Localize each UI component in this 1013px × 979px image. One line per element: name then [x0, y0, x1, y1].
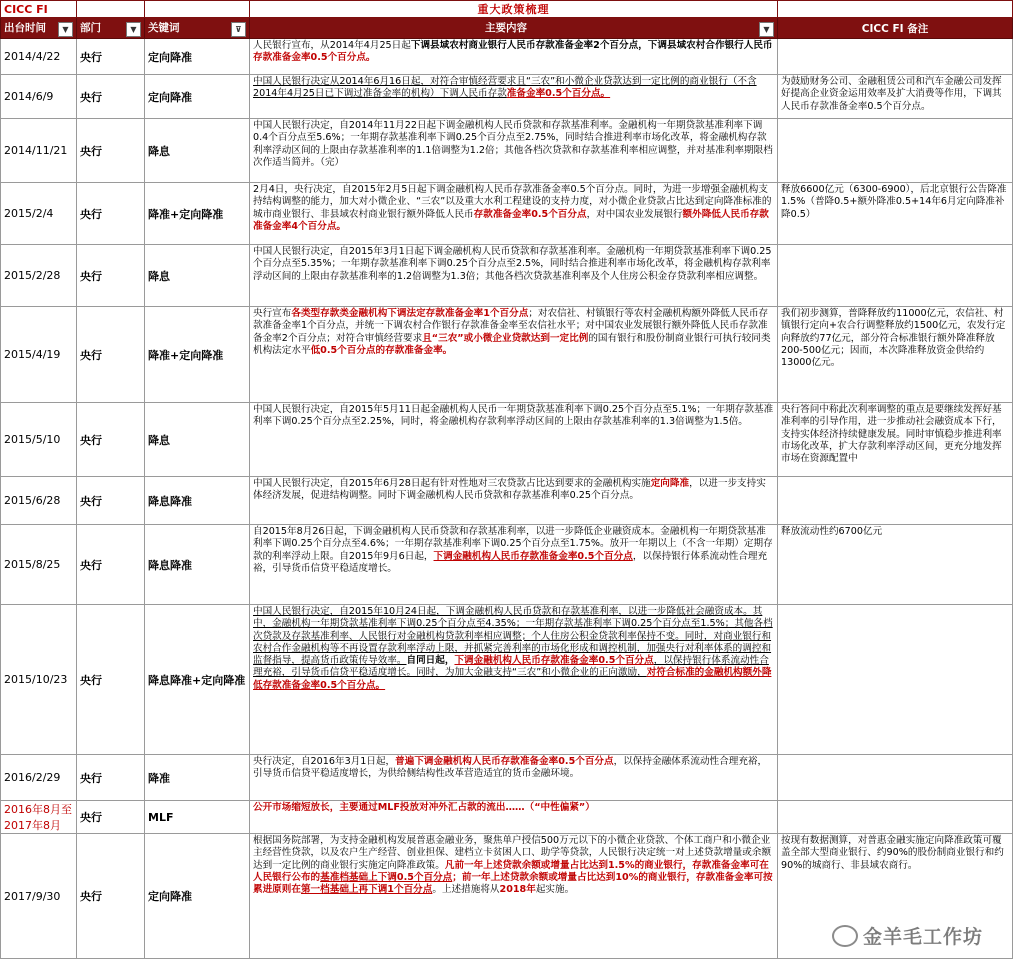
row-main-content	[250, 245, 778, 307]
content-segment: 央行宣布	[253, 308, 292, 319]
row-note	[778, 75, 1013, 119]
row-note	[778, 39, 1013, 75]
content-segment: 定向降准	[650, 478, 690, 489]
content-segment: 央行决定，自2016年3月1日起，	[253, 756, 396, 767]
row-keyword: 降准+定向降准	[145, 307, 250, 403]
header-main[interactable]: 主要内容 ▼	[250, 18, 778, 39]
filter-dropdown-icon[interactable]: ▼	[126, 22, 141, 37]
row-main-content	[250, 801, 778, 834]
content-segment: ，以保持银行体系流动性合理充裕，引导货币信贷平稳适度增长。同时，为加大金融支持“三农”和小微企业的正向激励，	[253, 655, 769, 679]
row-dept: 央行	[77, 525, 145, 605]
table-row	[1, 801, 1013, 834]
row-dept: 央行	[77, 834, 145, 959]
content-segment: 中国人民银行决定，自2015年5月11日起金融机构人民币一年期贷款基准利率下调0.25个百分点至5.1%；一年期存款基准利率下调0.25个百分点至2.25%，同时，将金融机构存款利率浮动区间的上限由存款基准利率的1.3倍调整为1.5倍。	[253, 404, 774, 428]
content-segment: 中国人民银行决定，自2015年10月24日起，下调金融机构人民币贷款和存款基准利率，以进一步降低社会融资成本。其中，金融机构一年期贷款基准利率下调0.25个百分点至4.35%；一年期存款基准利率下调0.25个百分点至1.5%；其他各档次贷款及存款基准利率、人民银行对金融机构贷款利率相应调整；个人住房公积金贷款利率保持不变。同时，对商业银行和农村合作金融机构等不再设置存款利率浮动上限，并抓紧完善利率的市场化形成和调控机制，加强央行对利率体系的调控和监督指导，提高货币政策传导效率。	[253, 606, 773, 667]
content-segment: 各类型存款类金融机构下调法定存款准备金率1个百分点	[291, 308, 529, 319]
content-segment: 起实施。	[535, 884, 575, 896]
brand-label: CICC FI	[1, 1, 77, 18]
row-dept: 央行	[77, 605, 145, 755]
content-segment: 低0.5个百分点的存款准备金率。	[310, 344, 453, 356]
content-segment: 中国人民银行决定从2014年6月16日起，对符合审慎经营要求且“三农”和小微企业贷款达到一定比例的商业银行（不含2014年4月25日已下调过准备金率的机构）下调人民币存款	[253, 76, 757, 100]
content-segment: ，以保持金融体系流动性合理充裕，引导货币信贷平稳适度增长，为供给侧结构性改革营造适宜的货币金融环境。	[253, 756, 768, 780]
row-date: 2014/4/22	[1, 39, 77, 75]
row-note	[778, 183, 1013, 245]
content-segment: 2018年	[499, 884, 536, 896]
row-date: 2016/2/29	[1, 755, 77, 801]
row-date: 2015/4/19	[1, 307, 77, 403]
content-segment: 中国人民银行决定，自2014年11月22日起下调金融机构人民币贷款和存款基准利率。金融机构一年期贷款基准利率下调0.4个百分点至5.6%；一年期存款基准利率下调0.25个百分点至2.75%，同时结合推进利率市场化改革，将金融机构存款利率浮动区间的上限由存款基准利率的1.1倍调整为1.2倍；其他各档次贷款和存款基准利率相应调整，并对基准利率期限档次作适当简并。（完）	[253, 120, 773, 168]
content-segment: 自2015年9月6日起，	[339, 550, 434, 562]
content-segment: 下调金融机构人民币存款准备金率0.5个百分点	[433, 550, 633, 562]
row-date: 2017/9/30	[1, 834, 77, 959]
row-dept: 央行	[77, 119, 145, 183]
content-segment: 2月4日，央行决定，自2015年2月5日起下调金融机构人民币存款准备金率0.5个百分点。同时，为进一步增强金融机构支持结构调整的能力，加大对小微企业、“三农”以及重大水利工程建设的支持力度，对小微企业贷款占比达到定向降准标准的城市商业银行、非县域农村商业银行额外降低人民币	[253, 184, 772, 220]
row-date: 2015/2/28	[1, 245, 77, 307]
row-dept: 央行	[77, 403, 145, 477]
row-keyword: MLF	[145, 801, 250, 834]
row-main-content	[250, 477, 778, 525]
row-date: 2015/10/23	[1, 605, 77, 755]
row-note	[778, 801, 1013, 834]
header-date[interactable]: 出台时间 ▼	[1, 18, 77, 39]
content-segment: 的国有银行和股份制商业银行可执行较同类机构法定水平	[253, 332, 771, 356]
row-main-content	[250, 834, 778, 959]
content-segment: 。上述措施将从	[432, 884, 500, 896]
row-keyword: 定向降准	[145, 75, 250, 119]
row-dept: 央行	[77, 245, 145, 307]
row-main-content	[250, 75, 778, 119]
row-main-content	[250, 755, 778, 801]
table-row	[1, 755, 1013, 801]
content-segment: ，以进一步支持实体经济发展，促进结构调整。同时下调金融机构人民币贷款和存款基准利率0.25个百分点。	[253, 478, 766, 502]
row-note	[778, 307, 1013, 403]
row-date: 2015/8/25	[1, 525, 77, 605]
row-note	[778, 119, 1013, 183]
table-row	[1, 119, 1013, 183]
header-note: CICC FI 备注	[778, 18, 1013, 39]
row-dept: 央行	[77, 183, 145, 245]
row-keyword: 降息	[145, 403, 250, 477]
content-segment: 基准档基础上下调0.5个百分点	[320, 871, 453, 883]
content-segment: 存款准备金率0.5个百分点。	[253, 52, 376, 64]
table-row	[1, 605, 1013, 755]
table-row	[1, 307, 1013, 403]
content-segment: 公开市场缩短放长，主要通过MLF投放对冲外汇占款的流出……（“中性偏紧”）	[253, 802, 595, 813]
row-keyword: 降息	[145, 119, 250, 183]
row-note	[778, 245, 1013, 307]
note-segment: 按现有数据测算，对普惠金融实施定向降准政策可覆盖全部大型商业银行、约90%的股份制商业银行和约90%的城商行、非县域农商行。	[781, 835, 1004, 871]
row-keyword: 定向降准	[145, 834, 250, 959]
content-segment: 根据国务院部署，为支持金融机构发展普惠金融业务，聚焦单户授信500万元以下的小微企业贷款、个体工商户和小微企业主经营性贷款，以及农户生产经营、创业担保、建档立卡贫困人口、助学等贷款，人民银行决定统一对上述贷款增量或余额达到一定比例的商业银行实施定向降准政策。	[253, 835, 772, 871]
content-segment: ；	[452, 871, 462, 883]
content-segment: 人民银行宣布，从2014年4月25日起	[253, 40, 411, 51]
row-dept: 央行	[77, 75, 145, 119]
row-main-content	[250, 605, 778, 755]
note-segment: 释放流动性约6700亿元	[781, 526, 883, 537]
row-dept: 央行	[77, 39, 145, 75]
row-date: 2015/5/10	[1, 403, 77, 477]
filter-dropdown-icon[interactable]: ▼	[58, 22, 73, 37]
header-row	[1, 18, 1013, 39]
header-keyword[interactable]: 关键词 ⊽	[145, 18, 250, 39]
note-segment: 释放6600亿元（6300-6900），后北京银行公告降准1.5%（普降0.5+额外降准0.5+14年6月定向降准补降0.5）	[781, 184, 1007, 220]
content-segment: ；对农信社、村镇银行等农村金融机构额外降低人民币存款准备金率1个百分点，并统一下调农村合作银行存款准备金率至农信社水平；对中国农业发展银行额外降低人民币存款准备金率2个百分点；对符合审慎经营要求	[253, 308, 769, 344]
row-main-content	[250, 307, 778, 403]
row-dept: 央行	[77, 755, 145, 801]
row-main-content	[250, 183, 778, 245]
content-segment: ，对中国农业发展银行	[586, 208, 683, 220]
content-segment: ，以保持银行体系流动性合理充裕，引导货币信贷平稳适度增长。	[253, 550, 768, 574]
row-dept: 央行	[77, 307, 145, 403]
row-main-content	[250, 525, 778, 605]
row-keyword: 降准	[145, 755, 250, 801]
table-row	[1, 477, 1013, 525]
row-dept: 央行	[77, 801, 145, 834]
content-segment: 自同日起，	[406, 655, 455, 667]
row-date: 2014/11/21	[1, 119, 77, 183]
note-segment: 央行答问中称此次利率调整的重点是要继续发挥好基准利率的引导作用，进一步推动社会融资成本下行，支持实体经济持续健康发展。同时审慎稳步推进利率市场化改革，扩大存款利率浮动区间，更充分地发挥市场在资源配置中	[781, 404, 1002, 465]
table-row	[1, 183, 1013, 245]
note-segment: 为鼓励财务公司、金融租赁公司和汽车金融公司发挥好提高企业资金运用效率及扩大消费等作用，下调其人民币存款准备金率0.5个百分点。	[781, 76, 1002, 112]
watermark: 金羊毛工作坊	[832, 922, 983, 949]
content-segment: 前一年上述贷款余额或增量占比达到10%的商业银行，存款准备金率可按累进原则在	[253, 871, 773, 896]
row-note	[778, 525, 1013, 605]
row-keyword: 降准+定向降准	[145, 183, 250, 245]
content-segment: 自2015年8月26日起，下调金融机构人民币贷款和存款基准利率，以进一步降低企业融资成本。金融机构一年期贷款基准利率下调0.25个百分点至4.6%；一年期存款基准利率下调0.25个百分点至1.75%。放开一年期以上（不含一年期）定期存款的利率浮动上限。	[253, 526, 773, 562]
title-row	[1, 1, 1013, 18]
table-row	[1, 39, 1013, 75]
content-segment: 且“三农”或小微企业贷款达到一定比例	[422, 332, 589, 344]
row-main-content	[250, 39, 778, 75]
note-segment: 我们初步测算，普降释放约11000亿元，农信社、村镇银行定向+农合行调整释放约1500亿元，农发行定向释放约77亿元，部分符合标准银行额外降准释放200-500亿元；因而，本次降准释放资金供给约13000亿元。	[781, 308, 1006, 369]
row-dept: 央行	[77, 477, 145, 525]
content-segment: 存款准备金率0.5个百分点	[473, 208, 587, 220]
content-segment: 额外降低人民币存款准备金率4个百分点。	[253, 208, 769, 232]
row-keyword: 降息	[145, 245, 250, 307]
table-row	[1, 525, 1013, 605]
row-note	[778, 403, 1013, 477]
content-segment: 普遍下调金融机构人民币存款准备金率0.5个百分点	[395, 756, 614, 767]
content-segment: 中国人民银行决定，自2015年3月1日起下调金融机构人民币贷款和存款基准利率。金融机构一年期贷款基准利率下调0.25个百分点至5.35%；一年期存款基准利率下调0.25个百分点至2.5%，同时结合推进利率市场化改革，将金融机构存款利率浮动区间的上限由存款基准利率的1.2倍调整为1.3倍；其他各档次贷款基准利率及个人住房公积金存贷款利率相应调整。	[253, 246, 772, 282]
row-main-content	[250, 119, 778, 183]
table-title: 重大政策梳理	[250, 1, 778, 18]
row-main-content	[250, 403, 778, 477]
row-keyword: 定向降准	[145, 39, 250, 75]
header-dept[interactable]: 部门 ▼	[77, 18, 145, 39]
row-date: 2015/6/28	[1, 477, 77, 525]
row-note	[778, 755, 1013, 801]
row-note	[778, 605, 1013, 755]
table-row	[1, 245, 1013, 307]
row-date: 2015/2/4	[1, 183, 77, 245]
table-row	[1, 403, 1013, 477]
row-date: 2016年8月至2017年8月	[1, 801, 77, 834]
content-segment: 凡前一年上述贷款余额或增量占比达到1.5%的商业银行，存款准备金率可在人民银行公布的	[253, 859, 769, 883]
row-keyword: 降息降准+定向降准	[145, 605, 250, 755]
filter-dropdown-icon[interactable]: ▼	[759, 22, 774, 37]
content-segment: 第一档基础上再下调1个百分点	[300, 884, 433, 896]
row-keyword: 降息降准	[145, 477, 250, 525]
table-body	[1, 39, 1013, 959]
content-segment: 对符合标准的金融机构额外降低存款准备金率0.5个百分点。	[253, 667, 772, 691]
content-segment: 下调县域农村商业银行人民币存款准备金率2个百分点，下调县域农村合作银行人民币	[410, 40, 773, 51]
table-row	[1, 75, 1013, 119]
content-segment: 下调金融机构人民币存款准备金率0.5个百分点	[454, 655, 654, 667]
row-note	[778, 477, 1013, 525]
filter-active-icon[interactable]: ⊽	[231, 22, 246, 37]
content-segment: 中国人民银行决定，自2015年6月28日起有针对性地对三农贷款占比达到要求的金融机构实施	[253, 478, 651, 489]
row-keyword: 降息降准	[145, 525, 250, 605]
row-date: 2014/6/9	[1, 75, 77, 119]
content-segment: 准备金率0.5个百分点。	[506, 88, 611, 100]
wechat-icon	[832, 925, 858, 947]
